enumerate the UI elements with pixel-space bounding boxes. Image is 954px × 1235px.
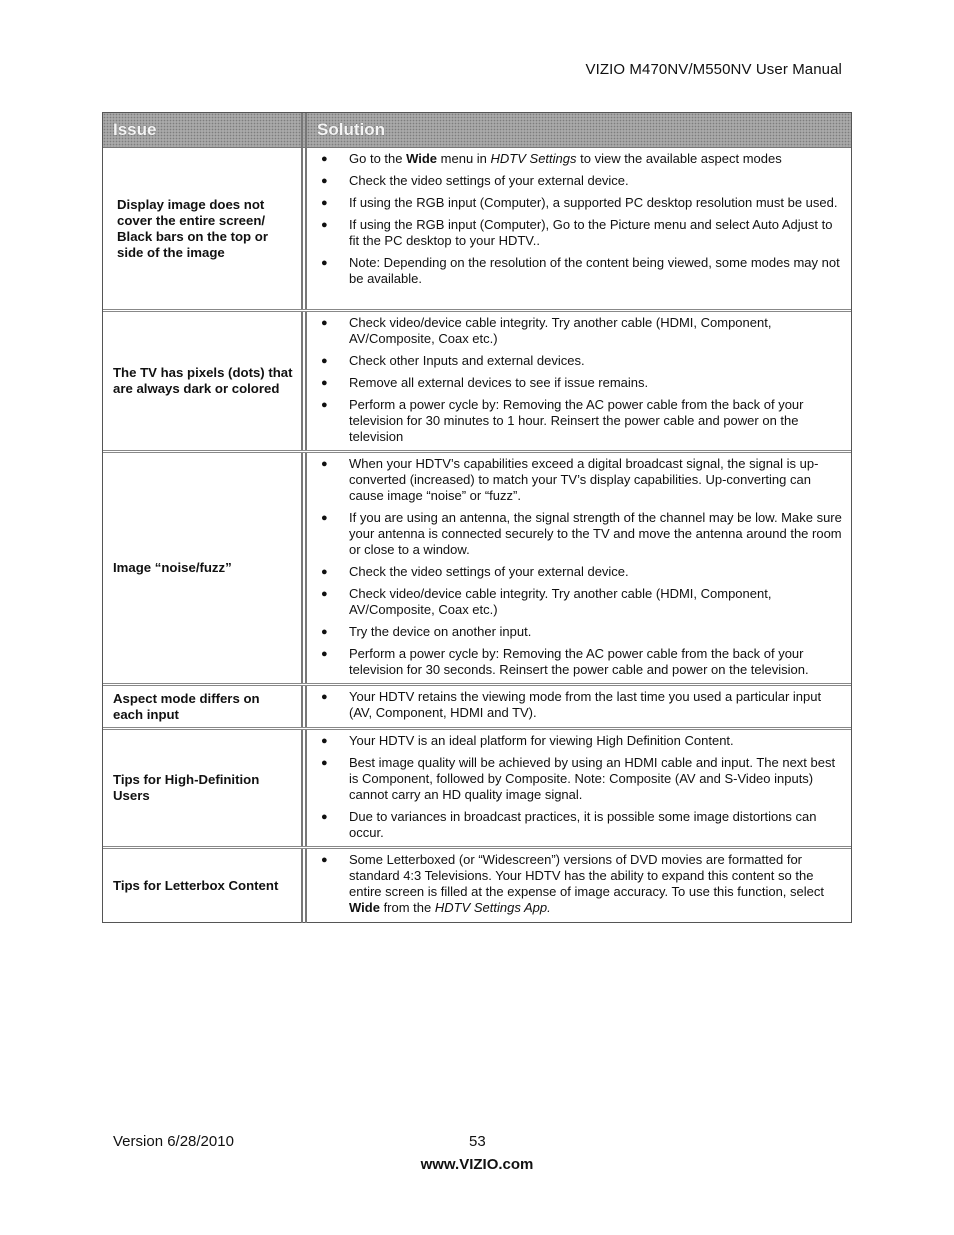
table-row xyxy=(103,727,851,846)
bullet-icon: ● xyxy=(321,458,328,470)
version-text: Version 6/28/2010 xyxy=(113,1133,234,1150)
solution-bullet xyxy=(315,217,845,249)
solution-bullet xyxy=(315,375,845,391)
bullet-icon: ● xyxy=(321,854,328,866)
solution-text: Note: Depending on the resolution of the content being viewed, some modes may not be available. xyxy=(349,255,840,286)
solution-bullet xyxy=(315,353,845,369)
table-row xyxy=(103,309,851,450)
solution-text: If using the RGB input (Computer), a supported PC desktop resolution must be used. xyxy=(349,195,838,210)
solution-text: Check other Inputs and external devices. xyxy=(349,353,585,368)
solution-text: Your HDTV is an ideal platform for viewing High Definition Content. xyxy=(349,733,734,748)
solution-bullet xyxy=(315,151,845,167)
solution-bullet xyxy=(315,195,845,211)
issue-cell: Tips for High-Definition Users xyxy=(103,730,307,846)
manual-title: VIZIO M470NV/M550NV User Manual xyxy=(585,61,842,78)
bullet-icon: ● xyxy=(321,691,328,703)
table-header-row xyxy=(103,113,851,147)
solution-text: Check the video settings of your external device. xyxy=(349,173,629,188)
solution-bullet xyxy=(315,624,845,640)
issue-cell: Display image does not cover the entire screen/ Black bars on the top or side of the image xyxy=(103,148,307,309)
solution-text: Due to variances in broadcast practices, it is possible some image distortions can occur. xyxy=(349,809,817,840)
solution-text: Check video/device cable integrity. Try another cable (HDMI, Component, AV/Composite, Coax etc.) xyxy=(349,315,772,346)
table-row xyxy=(103,846,851,923)
bullet-icon: ● xyxy=(321,512,328,524)
table-body xyxy=(103,147,851,923)
solution-text: Perform a power cycle by: Removing the AC power cable from the back of your television for 30 minutes to 1 hour. Reinsert the power cable and power on the television xyxy=(349,397,804,444)
website-link[interactable]: www.VIZIO.com xyxy=(420,1156,534,1173)
solution-text: Some Letterboxed (or “Widescreen”) versions of DVD movies are formatted for standard 4:3 Televisions. Your HDTV has the ability to expand this content so the entire screen is filled at the expense of image accuracy. To use this function, select Wide from the HDTV Settings App. xyxy=(349,852,824,915)
bullet-icon: ● xyxy=(321,399,328,411)
solution-bullet xyxy=(315,586,845,618)
solution-text: Perform a power cycle by: Removing the AC power cable from the back of your television for 30 seconds. Reinsert the power cable and power on the television. xyxy=(349,646,809,677)
bullet-icon: ● xyxy=(321,811,328,823)
bullet-icon: ● xyxy=(321,626,328,638)
solution-text: Best image quality will be achieved by using an HDMI cable and input. The next best is Component, followed by Composite. Note: Composite (AV and S-Video inputs) cannot carry an HD quality image signal. xyxy=(349,755,836,802)
solution-bullet xyxy=(315,733,845,749)
solution-cell xyxy=(307,730,851,846)
solution-text: Go to the Wide menu in HDTV Settings to view the available aspect modes xyxy=(349,151,782,166)
solution-text: Remove all external devices to see if issue remains. xyxy=(349,375,649,390)
bullet-icon: ● xyxy=(321,197,328,209)
issue-cell: Tips for Letterbox Content xyxy=(103,849,307,923)
bullet-icon: ● xyxy=(321,735,328,747)
solution-cell xyxy=(307,849,851,923)
troubleshooting-table xyxy=(102,112,852,923)
solution-bullet xyxy=(315,646,845,678)
bullet-icon: ● xyxy=(321,757,328,769)
solution-bullet xyxy=(315,173,845,189)
solution-bullet xyxy=(315,255,845,287)
solution-text: Check the video settings of your external device. xyxy=(349,564,629,579)
bullet-icon: ● xyxy=(321,257,328,269)
bullet-icon: ● xyxy=(321,377,328,389)
bullet-icon: ● xyxy=(321,153,328,165)
bullet-icon: ● xyxy=(321,355,328,367)
bullet-icon: ● xyxy=(321,566,328,578)
solution-bullet xyxy=(315,564,845,580)
solution-bullet xyxy=(315,456,845,504)
solution-text: If you are using an antenna, the signal strength of the channel may be low. Make sure your antenna is connected securely to the TV and move the antenna around the room or close to a window. xyxy=(349,510,842,557)
table-row xyxy=(103,147,851,309)
bullet-icon: ● xyxy=(321,219,328,231)
solution-cell xyxy=(307,686,851,727)
bullet-icon: ● xyxy=(321,588,328,600)
page-number: 53 xyxy=(469,1133,486,1150)
solution-text: If using the RGB input (Computer), Go to the Picture menu and select Auto Adjust to fit the PC desktop to your HDTV.. xyxy=(349,217,833,248)
solution-bullet xyxy=(315,397,845,445)
solution-text: Check video/device cable integrity. Try another cable (HDMI, Component, AV/Composite, Coax etc.) xyxy=(349,586,772,617)
solution-text: Your HDTV retains the viewing mode from the last time you used a particular input (AV, Component, HDMI and TV). xyxy=(349,689,822,720)
solution-cell xyxy=(307,453,851,683)
issue-cell: The TV has pixels (dots) that are always dark or colored xyxy=(103,312,307,450)
bullet-icon: ● xyxy=(321,648,328,660)
solution-text: When your HDTV’s capabilities exceed a digital broadcast signal, the signal is up-converted (increased) to match your TV’s display capabilities. Up-converting can cause image “noise” or “fuzz”. xyxy=(349,456,819,503)
solution-bullet xyxy=(315,689,845,721)
solution-bullet xyxy=(315,755,845,803)
bullet-icon: ● xyxy=(321,317,328,329)
issue-column-header: Issue xyxy=(103,113,307,147)
solution-cell xyxy=(307,312,851,450)
solution-bullet xyxy=(315,809,845,841)
solution-bullet xyxy=(315,315,845,347)
table-row xyxy=(103,450,851,683)
solution-cell xyxy=(307,148,851,309)
solution-column-header: Solution xyxy=(307,113,851,147)
bullet-icon: ● xyxy=(321,175,328,187)
solution-bullet xyxy=(315,510,845,558)
issue-cell: Aspect mode differs on each input xyxy=(103,686,307,727)
solution-bullet xyxy=(315,852,845,916)
table-row xyxy=(103,683,851,727)
solution-text: Try the device on another input. xyxy=(349,624,532,639)
issue-cell: Image “noise/fuzz” xyxy=(103,453,307,683)
